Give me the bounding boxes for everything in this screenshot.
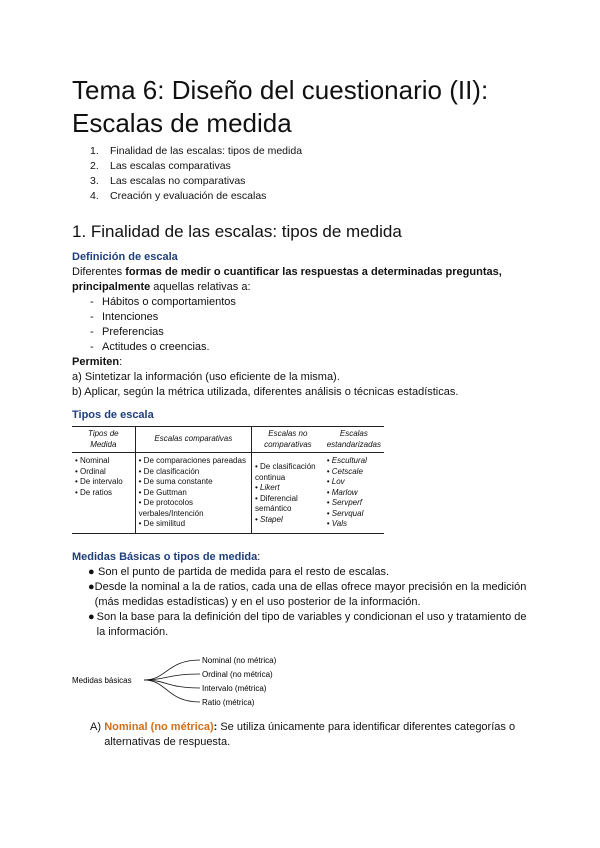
diagram-line bbox=[144, 660, 200, 680]
medidas-list bbox=[72, 565, 532, 640]
medidas-block bbox=[72, 550, 532, 640]
medidas-heading: Medidas Básicas o tipos de medida: bbox=[72, 551, 261, 563]
toc-item: 1. Finalidad de las escalas: tipos de medida bbox=[90, 145, 303, 157]
diagram-root: Medidas básicas bbox=[72, 676, 132, 685]
table-cell: • De clasificación continua • Likert • Diferencial semántico • Stapel bbox=[252, 453, 324, 534]
permiten-label: Permiten: bbox=[72, 356, 123, 368]
page-title bbox=[72, 74, 488, 140]
nominal-item bbox=[90, 720, 530, 750]
table-header: Escalas no comparativas bbox=[252, 427, 324, 453]
table-of-contents bbox=[90, 144, 302, 204]
table-cell: • Escultural • Cetscale • Lov • Marlow • Servperf • Servqual • Vals bbox=[324, 453, 384, 534]
toc-item: 3. Las escalas no comparativas bbox=[90, 175, 246, 187]
diagram-line bbox=[144, 680, 200, 702]
list-item: - Intenciones bbox=[90, 311, 159, 323]
table-cell: • De comparaciones pareadas • De clasificación • De suma constante • De Guttman • De protocolos verbales/Intención • De similitud bbox=[135, 453, 251, 534]
tipos-heading-wrap bbox=[72, 408, 532, 423]
nominal-block bbox=[90, 720, 530, 750]
section-heading: 1. Finalidad de las escalas: tipos de medida bbox=[72, 222, 402, 241]
table-cell: • Nominal • Ordinal • De intervalo • De ratios bbox=[72, 453, 135, 534]
scales-table bbox=[72, 426, 384, 534]
nominal-text: Nominal (no métrica): Se utiliza únicamente para identificar diferentes categorías o alternativas de respuesta. bbox=[104, 721, 516, 748]
diagram-leaf: Intervalo (métrica) bbox=[202, 684, 267, 693]
table-header: Escalas estandarizadas bbox=[324, 427, 384, 453]
list-item: - Hábitos o comportamientos bbox=[90, 296, 236, 308]
list-item: - Preferencias bbox=[90, 326, 164, 338]
table-header: Tipos de Medida bbox=[72, 427, 135, 453]
list-item: ● Son el punto de partida de medida para el resto de escalas. bbox=[88, 566, 390, 578]
permiten-b: b) Aplicar, según la métrica utilizada, diferentes análisis o técnicas estadísticas. bbox=[72, 386, 459, 398]
medidas-diagram bbox=[72, 650, 332, 710]
definition-block bbox=[72, 250, 532, 400]
list-item: - Actitudes o creencias. bbox=[90, 341, 210, 353]
table-header: Escalas comparativas bbox=[135, 427, 251, 453]
toc-item: 2. Las escalas comparativas bbox=[90, 160, 231, 172]
nominal-marker: A) bbox=[90, 721, 101, 733]
diagram-leaf: Ordinal (no métrica) bbox=[202, 670, 273, 679]
permiten-a: a) Sintetizar la información (uso eficiente de la misma). bbox=[72, 371, 340, 383]
tipos-heading: Tipos de escala bbox=[72, 409, 154, 421]
definition-text: Diferentes formas de medir o cuantificar las respuestas a determinadas preguntas, principalmente aquellas relativas a: bbox=[72, 266, 502, 293]
list-item: ● Desde la nominal a la de ratios, cada una de ellas ofrece mayor precisión en la medición (más medidas estadísticas) y en el uso posterior de la información. bbox=[88, 581, 527, 608]
title-line-2: Escalas de medida bbox=[72, 108, 292, 138]
list-item: ● Son la base para la definición del tipo de variables y condicionan el uso y tratamiento de la información. bbox=[88, 611, 527, 638]
title-line-1: Tema 6: Diseño del cuestionario (II): bbox=[72, 75, 489, 105]
toc-item: 4. Creación y evaluación de escalas bbox=[90, 190, 267, 202]
diagram-leaf: Ratio (métrica) bbox=[202, 698, 255, 707]
definition-heading: Definición de escala bbox=[72, 251, 178, 263]
definition-list bbox=[72, 295, 532, 355]
diagram-leaf: Nominal (no métrica) bbox=[202, 656, 277, 665]
